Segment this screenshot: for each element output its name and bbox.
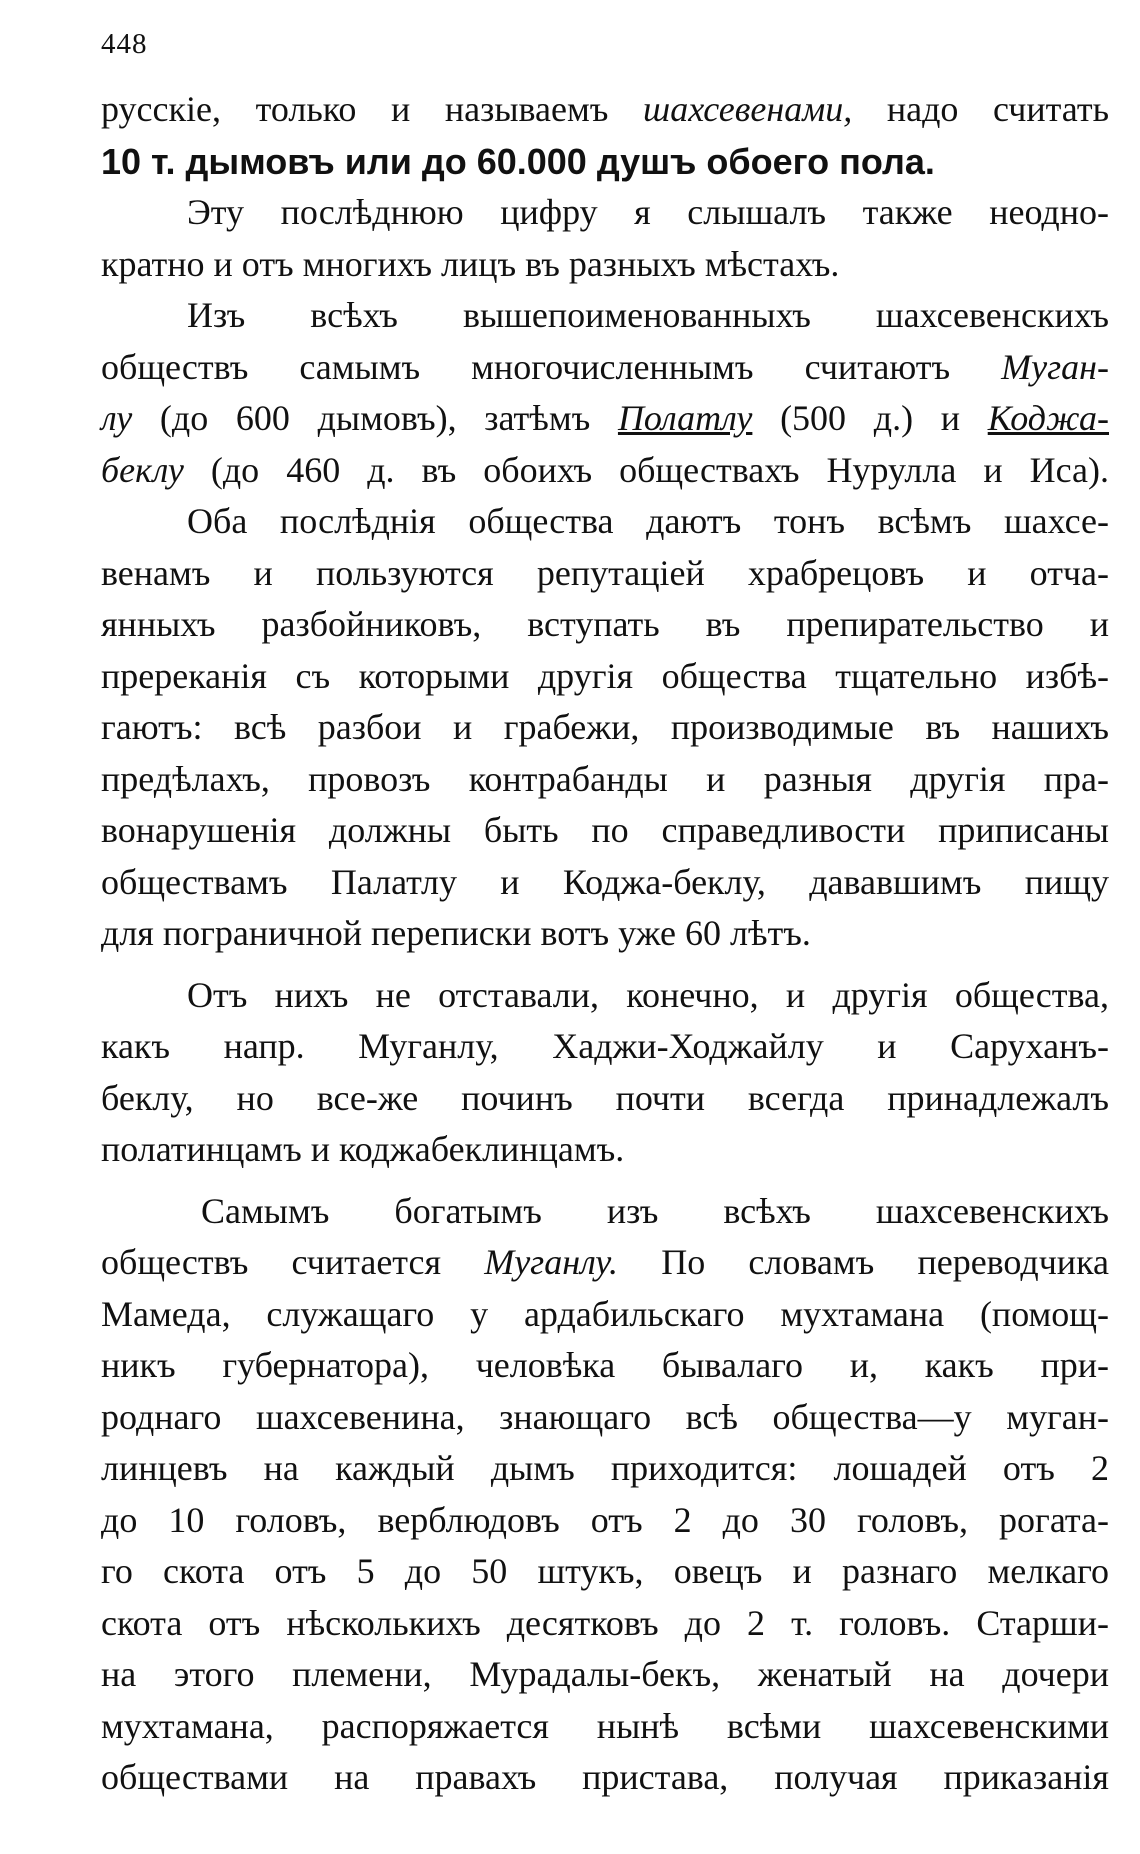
text-line: беклу (до 460 д. въ обоихъ обществахъ Нурулла и Иса). [101, 449, 1109, 490]
text-line: какъ напр. Муганлу, Хаджи-Ходжайлу и Саруханъ- [101, 1026, 1109, 1066]
text-line: обществамъ Палатлу и Коджа-беклу, дававшимъ пищу [101, 861, 1109, 902]
body-text [101, 84, 1109, 1804]
text-line: пререканія съ которыми другія общества тщательно избѣ- [101, 655, 1109, 696]
text-line: до 10 головъ, верблюдовъ отъ 2 до 30 головъ, рогата- [101, 1499, 1109, 1540]
text-line: лу (до 600 дымовъ), затѣмъ Полатлу (500 д.) и Коджа- [101, 398, 1109, 438]
text-line: кратно и отъ многихъ лицъ въ разныхъ мѣстахъ. [101, 243, 840, 284]
italic-term: Полатлу [617, 398, 753, 438]
text-line: го скота отъ 5 до 50 штукъ, овецъ и разнаго мелкаго [101, 1551, 1109, 1591]
text-line: 10 т. дымовъ или до 60.000 душъ обоего пола. [101, 140, 935, 182]
text-line: гаютъ: всѣ разбои и грабежи, производимые въ нашихъ [101, 707, 1109, 747]
text-line: беклу, но все-же починъ почти всегда принадлежалъ [101, 1077, 1109, 1118]
italic-term: беклу [101, 449, 184, 490]
text-line: Самымъ богатымъ изъ всѣхъ шахсевенскихъ [201, 1190, 1109, 1231]
text-line: для пограничной переписки вотъ уже 60 лѣтъ. [101, 913, 811, 953]
italic-term: Коджа- [987, 398, 1109, 438]
text-line: на этого племени, Мурадалы-бекъ, женатый на дочери [101, 1654, 1109, 1694]
text-line: предѣлахъ, провозъ контрабанды и разныя другія пра- [101, 758, 1109, 799]
text-line: обществами на правахъ пристава, получая приказанія [101, 1757, 1109, 1797]
page-number: 448 [101, 28, 148, 60]
text-line: роднаго шахсевенина, знающаго всѣ общества—у муган- [101, 1396, 1109, 1437]
italic-term: Муган- [1001, 346, 1109, 387]
text-line: Эту послѣднюю цифру я слышалъ также неодно- [187, 192, 1109, 232]
text-line: никъ губернатора), человѣка бывалаго и, какъ при- [101, 1345, 1109, 1385]
text-line: венамъ и пользуются репутаціей храбрецовъ и отча- [101, 552, 1109, 593]
italic-term: Муганлу. [484, 1242, 619, 1282]
text-line: Мамеда, служащаго у ардабильскаго мухтамана (помощ- [101, 1293, 1109, 1334]
text-line: Отъ нихъ не отставали, конечно, и другія общества, [187, 974, 1109, 1015]
text-line: обществъ самымъ многочисленнымъ считаютъ Муган- [101, 346, 1109, 387]
text-line: полатинцамъ и коджабеклинцамъ. [101, 1129, 625, 1169]
text-line: русскіе, только и называемъ шахсевенами, надо считать [101, 89, 1110, 129]
text-line: скота отъ нѣсколькихъ десятковъ до 2 т. головъ. Старши- [101, 1602, 1109, 1643]
text-line: Изъ всѣхъ вышепоименованныхъ шахсевенскихъ [187, 295, 1109, 335]
italic-term: лу [101, 398, 133, 438]
text-line: вонарушенія должны быть по справедливости приписаны [101, 810, 1109, 850]
text-line: линцевъ на каждый дымъ приходится: лошадей отъ 2 [101, 1448, 1109, 1488]
text-line: мухтамана, распоряжается нынѣ всѣми шахсевенскими [101, 1705, 1109, 1746]
text-line: янныхъ разбойниковъ, вступать въ препирательство и [101, 604, 1109, 644]
italic-term: шахсевенами, [643, 89, 853, 129]
text-line: обществъ считается Муганлу. По словамъ переводчика [101, 1242, 1109, 1282]
text-line: Оба послѣднія общества даютъ тонъ всѣмъ шахсе- [187, 501, 1109, 541]
